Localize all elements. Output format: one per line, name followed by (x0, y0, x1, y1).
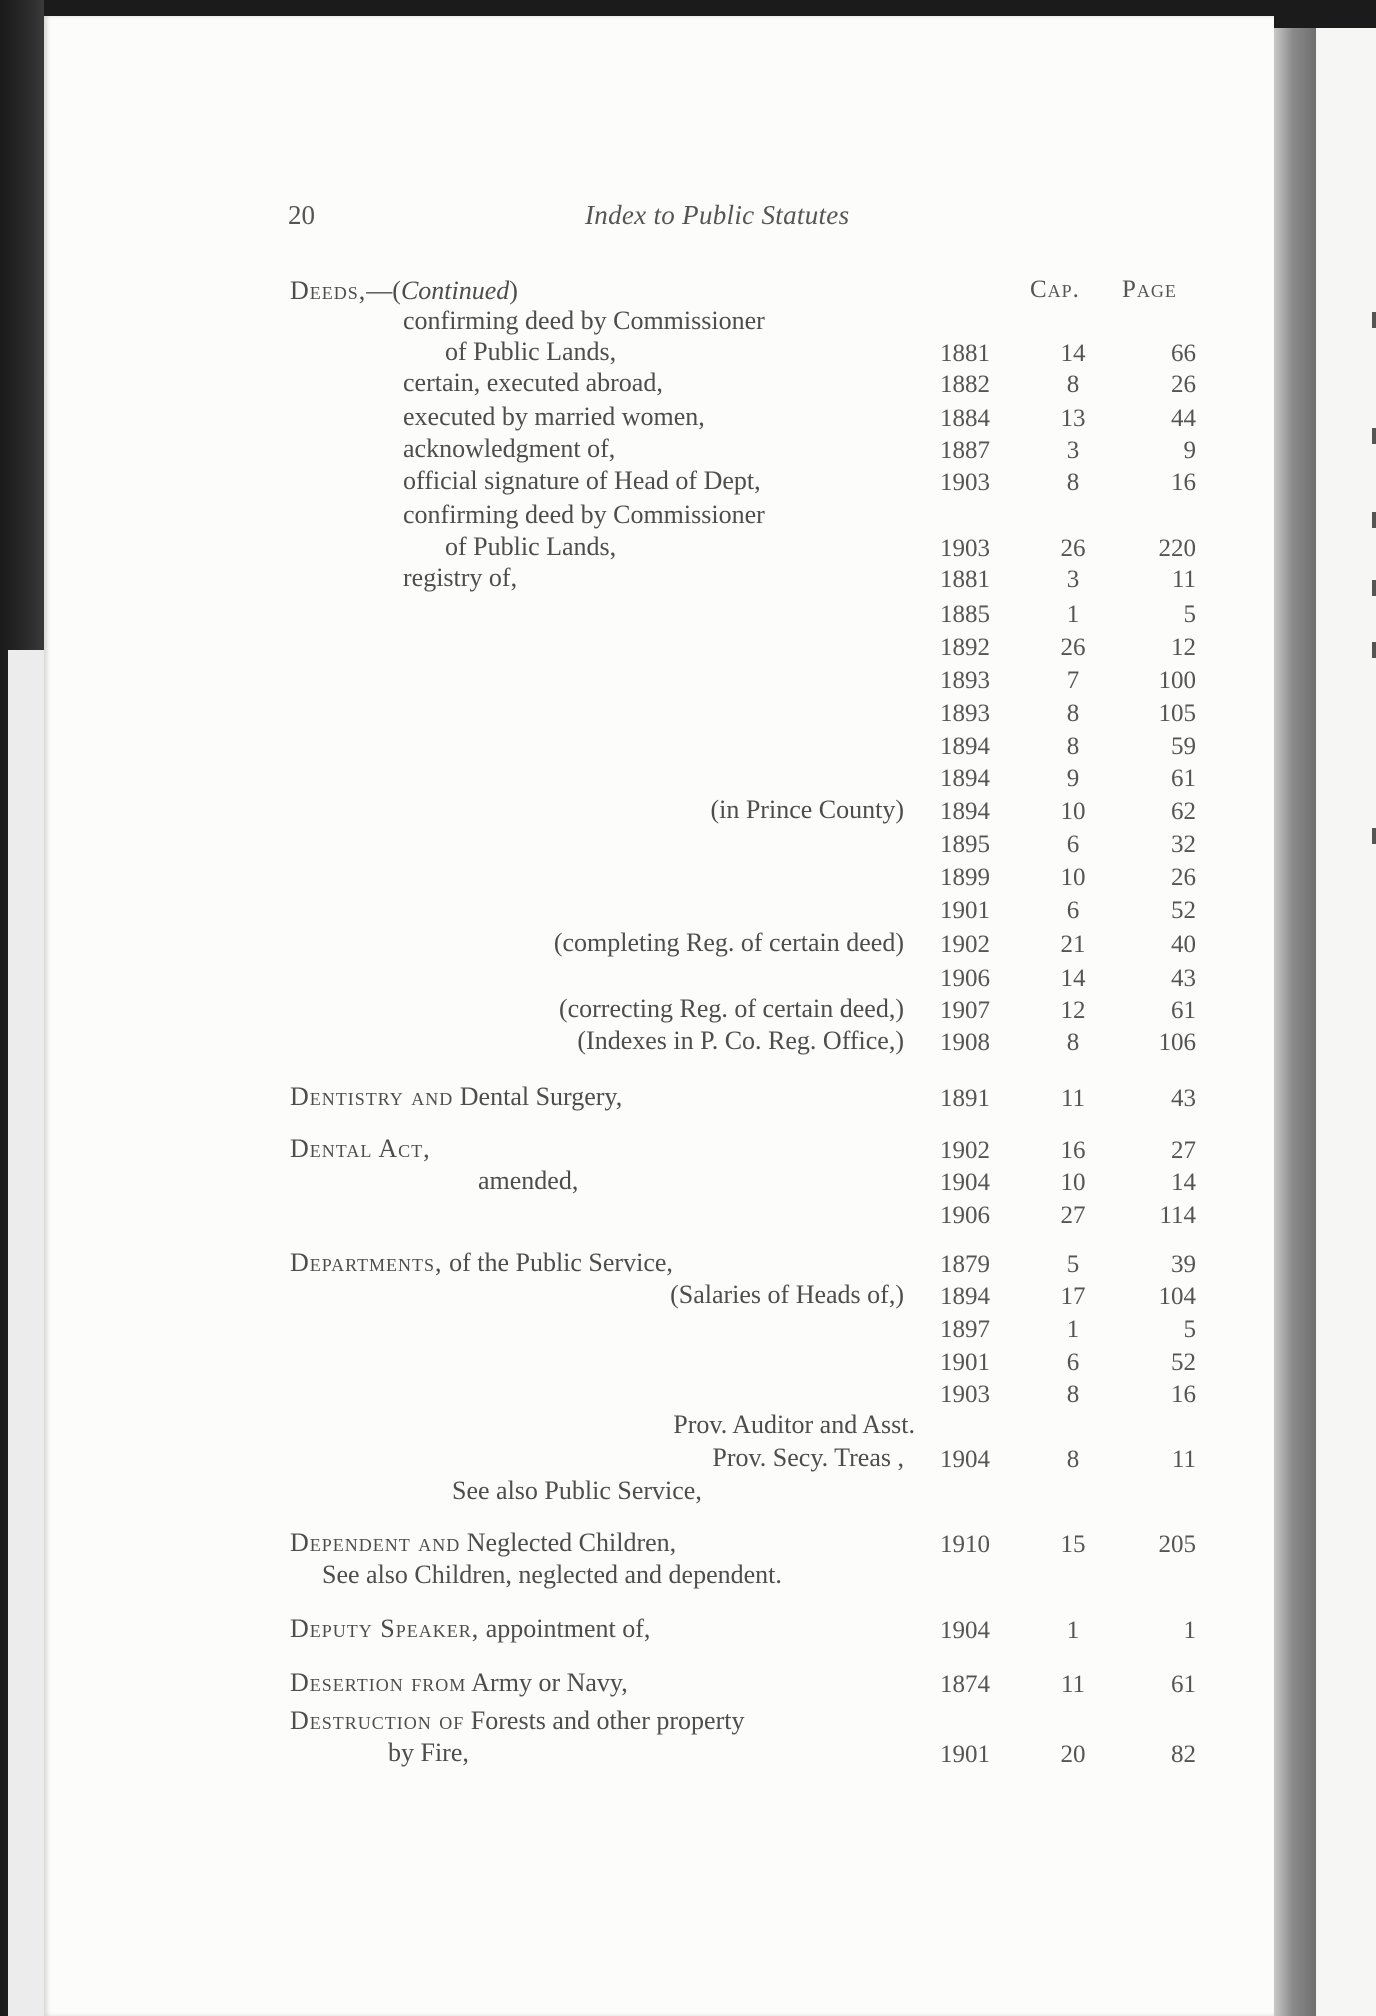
index-heading (290, 1248, 673, 1278)
entry-page: 59 (1171, 733, 1196, 760)
entry-page: 82 (1171, 1741, 1196, 1768)
entry-year: 1903 (940, 1381, 990, 1408)
heading-term: Dental Act, (290, 1134, 431, 1163)
entry-cap: 1 (1066, 1316, 1080, 1343)
heading-rest: —( (366, 276, 401, 305)
entry-page: 106 (1158, 1029, 1196, 1056)
entry-page: 11 (1171, 566, 1196, 593)
heading-rest: Forests and other property (464, 1706, 745, 1735)
index-subentry: of Public Lands, (445, 532, 617, 561)
entry-year: 1908 (940, 1029, 990, 1056)
entry-page: 205 (1158, 1531, 1196, 1558)
entry-page: 52 (1171, 1349, 1196, 1376)
entry-year: 1902 (940, 931, 990, 958)
entry-year: 1884 (940, 405, 990, 432)
index-heading (290, 1706, 744, 1736)
entry-year: 1887 (940, 437, 990, 464)
heading-continued: Continued (400, 276, 510, 305)
index-heading (290, 1668, 628, 1698)
entry-cap: 26 (1060, 535, 1086, 562)
index-subentry: acknowledgment of, (403, 434, 616, 463)
index-heading (290, 1134, 431, 1164)
heading-term: Dependent and (290, 1528, 461, 1557)
index-subentry: official signature of Head of Dept, (403, 466, 761, 495)
index-qualifier: Prov. Secy. Treas , (712, 1443, 904, 1472)
entry-cap: 1 (1066, 1617, 1080, 1644)
entry-page: 27 (1171, 1137, 1196, 1164)
index-qualifier: Prov. Auditor and Asst. (673, 1410, 915, 1439)
entry-cap: 8 (1066, 700, 1080, 727)
heading-rest: of the Public Service, (442, 1248, 673, 1277)
entry-cap: 6 (1066, 831, 1080, 858)
entry-cap: 14 (1060, 965, 1086, 992)
index-qualifier: (Indexes in P. Co. Reg. Office,) (577, 1026, 904, 1055)
index-subentry: registry of, (403, 563, 518, 592)
entry-year: 1894 (940, 765, 990, 792)
entry-cap: 20 (1060, 1741, 1086, 1768)
heading-tail: ) (509, 276, 518, 305)
entry-year: 1892 (940, 634, 990, 661)
entry-cap: 8 (1066, 733, 1080, 760)
entry-cap: 27 (1060, 1202, 1086, 1229)
entry-year: 1893 (940, 700, 990, 727)
index-subentry: by Fire, (388, 1738, 469, 1767)
index-qualifier: (completing Reg. of certain deed) (553, 928, 904, 957)
index-qualifier: (in Prince County) (710, 795, 904, 824)
column-header-cap: Cap. (1030, 276, 1080, 303)
entry-year: 1904 (940, 1169, 990, 1196)
page-gutter-shadow (1274, 28, 1316, 2016)
entry-page: 40 (1171, 931, 1196, 958)
entry-page: 61 (1171, 997, 1196, 1024)
entry-cap: 6 (1066, 1349, 1080, 1376)
entry-cap: 10 (1060, 864, 1086, 891)
entry-cap: 6 (1066, 897, 1080, 924)
entry-page: 44 (1171, 405, 1196, 432)
entry-cap: 16 (1060, 1137, 1086, 1164)
heading-rest: Dental Surgery, (453, 1082, 623, 1111)
entry-cap: 14 (1060, 340, 1086, 367)
entry-year: 1894 (940, 798, 990, 825)
entry-cap: 3 (1066, 566, 1080, 593)
entry-page: 26 (1171, 371, 1196, 398)
entry-year: 1904 (940, 1446, 990, 1473)
entry-cap: 21 (1060, 931, 1086, 958)
column-header-page: Page (1122, 276, 1177, 303)
heading-term: Dentistry and (290, 1082, 454, 1111)
entry-year: 1901 (940, 1741, 990, 1768)
entry-page: 43 (1171, 965, 1196, 992)
entry-cap: 12 (1060, 997, 1086, 1024)
entry-year: 1899 (940, 864, 990, 891)
next-page-letter-mark (1372, 312, 1376, 328)
next-page-letter-mark (1372, 828, 1376, 844)
index-subentry: executed by married women, (403, 402, 705, 431)
next-page-edge (1316, 28, 1376, 2016)
next-page-letter-mark (1372, 642, 1376, 658)
entry-cap: 9 (1066, 765, 1080, 792)
entry-year: 1882 (940, 371, 990, 398)
next-page-letter-mark (1372, 580, 1376, 596)
index-subentry: amended, (478, 1166, 579, 1195)
heading-rest: Neglected Children, (460, 1528, 677, 1557)
entry-page: 11 (1171, 1446, 1196, 1473)
entry-year: 1893 (940, 667, 990, 694)
heading-term: Deputy Speaker, (290, 1614, 480, 1643)
entry-cap: 15 (1060, 1531, 1086, 1558)
entry-page: 5 (1183, 1316, 1196, 1343)
entry-year: 1895 (940, 831, 990, 858)
entry-page: 220 (1158, 535, 1196, 562)
entry-cap: 8 (1066, 1446, 1080, 1473)
entry-year: 1906 (940, 965, 990, 992)
entry-year: 1910 (940, 1531, 990, 1558)
entry-year: 1906 (940, 1202, 990, 1229)
entry-page: 16 (1171, 1381, 1196, 1408)
entry-page: 104 (1158, 1283, 1196, 1310)
entry-year: 1874 (940, 1671, 990, 1698)
entry-page: 105 (1158, 700, 1196, 727)
index-subentry: confirming deed by Commissioner (403, 500, 765, 529)
entry-page: 12 (1171, 634, 1196, 661)
entry-year: 1903 (940, 535, 990, 562)
entry-cap: 26 (1060, 634, 1086, 661)
entry-year: 1901 (940, 897, 990, 924)
entry-cap: 8 (1066, 469, 1080, 496)
entry-page: 5 (1183, 601, 1196, 628)
next-page-letter-mark (1372, 428, 1376, 444)
entry-year: 1894 (940, 733, 990, 760)
entry-cap: 11 (1060, 1085, 1086, 1112)
heading-term: Destruction of (290, 1706, 465, 1735)
heading-term: Departments, (290, 1248, 443, 1277)
running-title: Index to Public Statutes (585, 200, 850, 230)
entry-year: 1879 (940, 1251, 990, 1278)
entry-page: 114 (1159, 1202, 1196, 1229)
entry-year: 1881 (940, 566, 990, 593)
entry-cap: 8 (1066, 1381, 1080, 1408)
index-heading (290, 1614, 650, 1644)
entry-page: 16 (1171, 469, 1196, 496)
index-heading (290, 1082, 622, 1112)
entry-year: 1891 (940, 1085, 990, 1112)
index-qualifier: (correcting Reg. of certain deed,) (558, 994, 904, 1023)
entry-page: 32 (1171, 831, 1196, 858)
index-subentry: of Public Lands, (445, 337, 617, 366)
entry-page: 62 (1171, 798, 1196, 825)
entry-page: 52 (1171, 897, 1196, 924)
entry-page: 39 (1171, 1251, 1196, 1278)
index-heading (290, 276, 518, 306)
entry-cap: 3 (1066, 437, 1080, 464)
entry-page: 100 (1158, 667, 1196, 694)
entry-year: 1904 (940, 1617, 990, 1644)
heading-rest: Army or Navy, (466, 1668, 628, 1697)
entry-page: 1 (1183, 1617, 1196, 1644)
entry-cap: 17 (1060, 1283, 1086, 1310)
heading-rest: appointment of, (479, 1614, 651, 1643)
entry-page: 61 (1171, 765, 1196, 792)
entry-cap: 10 (1060, 798, 1086, 825)
index-subentry: confirming deed by Commissioner (403, 306, 765, 335)
entry-year: 1894 (940, 1283, 990, 1310)
entry-year: 1907 (940, 997, 990, 1024)
entry-page: 66 (1171, 340, 1196, 367)
page-number: 20 (288, 200, 315, 230)
entry-cap: 10 (1060, 1169, 1086, 1196)
entry-page: 14 (1171, 1169, 1196, 1196)
entry-page: 26 (1171, 864, 1196, 891)
previous-page-edge (8, 650, 44, 2016)
entry-year: 1902 (940, 1137, 990, 1164)
entry-cap: 11 (1060, 1671, 1086, 1698)
index-subentry: See also Public Service, (452, 1476, 702, 1505)
entry-year: 1903 (940, 469, 990, 496)
entry-year: 1885 (940, 601, 990, 628)
heading-term: Deeds, (290, 276, 367, 305)
entry-cap: 1 (1066, 601, 1080, 628)
index-heading (290, 1528, 676, 1558)
entry-cap: 7 (1066, 667, 1080, 694)
entry-cap: 5 (1066, 1251, 1080, 1278)
entry-page: 61 (1171, 1671, 1196, 1698)
index-subentry: certain, executed abroad, (403, 368, 663, 397)
entry-cap: 13 (1060, 405, 1086, 432)
entry-page: 43 (1171, 1085, 1196, 1112)
entry-year: 1897 (940, 1316, 990, 1343)
entry-year: 1901 (940, 1349, 990, 1376)
heading-term: Desertion from (290, 1668, 467, 1697)
index-subentry: See also Children, neglected and dependent. (322, 1560, 782, 1589)
next-page-letter-mark (1372, 512, 1376, 528)
entry-cap: 8 (1066, 1029, 1080, 1056)
entry-cap: 8 (1066, 371, 1080, 398)
entry-page: 9 (1183, 437, 1196, 464)
index-qualifier: (Salaries of Heads of,) (670, 1280, 904, 1309)
entry-year: 1881 (940, 340, 990, 367)
